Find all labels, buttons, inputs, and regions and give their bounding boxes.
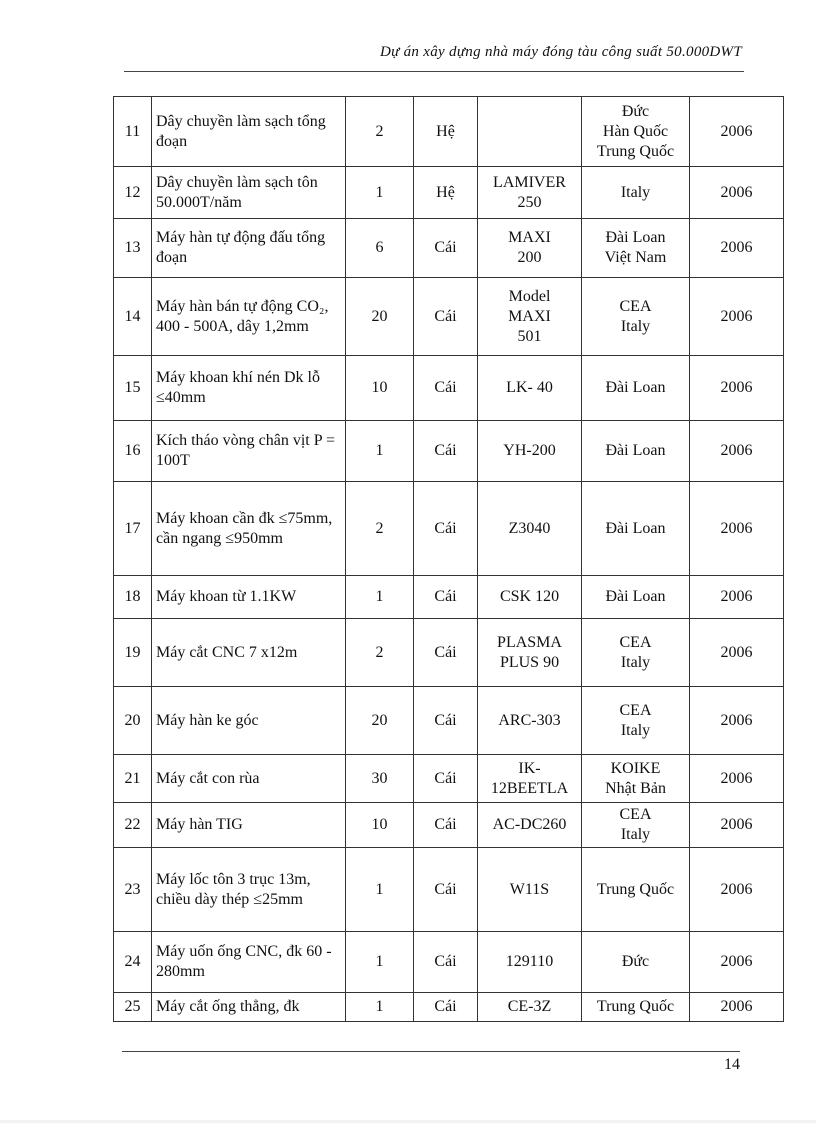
unit: Cái <box>414 356 478 421</box>
equipment-name: Máy hàn tự động đấu tổng đoạn <box>152 219 346 278</box>
model: LAMIVER 250 <box>478 167 582 219</box>
model: AC-DC260 <box>478 803 582 848</box>
equipment-name: Máy cắt ống thẳng, đk <box>152 993 346 1022</box>
equipment-name: Máy uốn ống CNC, đk 60 - 280mm <box>152 932 346 993</box>
unit: Hệ <box>414 97 478 167</box>
origin: Trung Quốc <box>582 848 690 932</box>
equipment-name: Máy khoan cần đk ≤75mm, cần ngang ≤950mm <box>152 482 346 576</box>
origin: Đài Loan <box>582 482 690 576</box>
unit: Cái <box>414 848 478 932</box>
origin: CEA Italy <box>582 687 690 755</box>
unit: Cái <box>414 687 478 755</box>
table-row <box>114 619 784 687</box>
table-row <box>114 97 784 167</box>
year: 2006 <box>690 219 784 278</box>
quantity: 1 <box>346 993 414 1022</box>
quantity: 1 <box>346 167 414 219</box>
quantity: 1 <box>346 576 414 619</box>
year: 2006 <box>690 687 784 755</box>
row-number: 13 <box>114 219 152 278</box>
unit: Cái <box>414 219 478 278</box>
unit: Cái <box>414 932 478 993</box>
row-number: 24 <box>114 932 152 993</box>
model: CSK 120 <box>478 576 582 619</box>
unit: Cái <box>414 278 478 356</box>
origin: Đài Loan <box>582 421 690 482</box>
table-row <box>114 356 784 421</box>
table-row <box>114 278 784 356</box>
row-number: 23 <box>114 848 152 932</box>
model <box>478 97 582 167</box>
origin: Trung Quốc <box>582 993 690 1022</box>
year: 2006 <box>690 993 784 1022</box>
row-number: 15 <box>114 356 152 421</box>
table-row <box>114 803 784 848</box>
quantity: 30 <box>346 755 414 803</box>
row-number: 16 <box>114 421 152 482</box>
row-number: 25 <box>114 993 152 1022</box>
footer-divider <box>122 1051 740 1052</box>
origin: Italy <box>582 167 690 219</box>
unit: Cái <box>414 993 478 1022</box>
year: 2006 <box>690 421 784 482</box>
model: MAXI 200 <box>478 219 582 278</box>
quantity: 20 <box>346 687 414 755</box>
model: W11S <box>478 848 582 932</box>
table-row <box>114 755 784 803</box>
table-row <box>114 687 784 755</box>
quantity: 1 <box>346 421 414 482</box>
equipment-name: Máy hàn bán tự động CO₂, 400 - 500A, dây 1,2mm <box>152 278 346 356</box>
header-divider <box>124 71 744 72</box>
unit: Hệ <box>414 167 478 219</box>
quantity: 20 <box>346 278 414 356</box>
year: 2006 <box>690 356 784 421</box>
quantity: 1 <box>346 932 414 993</box>
year: 2006 <box>690 619 784 687</box>
year: 2006 <box>690 932 784 993</box>
table-row <box>114 219 784 278</box>
table-row <box>114 932 784 993</box>
origin: Đài Loan <box>582 356 690 421</box>
origin: CEA Italy <box>582 619 690 687</box>
table-row <box>114 848 784 932</box>
year: 2006 <box>690 482 784 576</box>
row-number: 22 <box>114 803 152 848</box>
quantity: 2 <box>346 619 414 687</box>
year: 2006 <box>690 97 784 167</box>
year: 2006 <box>690 167 784 219</box>
equipment-name: Máy cắt CNC 7 x12m <box>152 619 346 687</box>
year: 2006 <box>690 576 784 619</box>
equipment-name: Máy khoan từ 1.1KW <box>152 576 346 619</box>
equipment-name: Kích tháo vòng chân vịt P = 100T <box>152 421 346 482</box>
model: YH-200 <box>478 421 582 482</box>
unit: Cái <box>414 482 478 576</box>
document-header-title: Dự án xây dựng nhà máy đóng tàu công suất 50.000DWT <box>379 44 742 60</box>
row-number: 11 <box>114 97 152 167</box>
model: Z3040 <box>478 482 582 576</box>
model: CE-3Z <box>478 993 582 1022</box>
row-number: 21 <box>114 755 152 803</box>
row-number: 19 <box>114 619 152 687</box>
model: IK- 12BEETLA <box>478 755 582 803</box>
equipment-name: Dây chuyền làm sạch tổng đoạn <box>152 97 346 167</box>
table-row <box>114 421 784 482</box>
quantity: 2 <box>346 97 414 167</box>
quantity: 2 <box>346 482 414 576</box>
origin: CEA Italy <box>582 803 690 848</box>
year: 2006 <box>690 803 784 848</box>
origin: Đức <box>582 932 690 993</box>
equipment-table <box>113 96 784 1022</box>
year: 2006 <box>690 755 784 803</box>
origin: CEA Italy <box>582 278 690 356</box>
table-row <box>114 993 784 1022</box>
equipment-name: Máy khoan khí nén Dk lỗ ≤40mm <box>152 356 346 421</box>
row-number: 18 <box>114 576 152 619</box>
quantity: 10 <box>346 356 414 421</box>
table-row <box>114 576 784 619</box>
origin: Đài Loan Việt Nam <box>582 219 690 278</box>
unit: Cái <box>414 755 478 803</box>
table-row <box>114 482 784 576</box>
unit: Cái <box>414 576 478 619</box>
row-number: 14 <box>114 278 152 356</box>
model: PLASMA PLUS 90 <box>478 619 582 687</box>
equipment-name: Máy lốc tôn 3 trục 13m, chiều dày thép ≤25mm <box>152 848 346 932</box>
row-number: 20 <box>114 687 152 755</box>
unit: Cái <box>414 421 478 482</box>
equipment-name: Dây chuyền làm sạch tôn 50.000T/năm <box>152 167 346 219</box>
origin: Đài Loan <box>582 576 690 619</box>
table-row <box>114 167 784 219</box>
row-number: 12 <box>114 167 152 219</box>
model: LK- 40 <box>478 356 582 421</box>
unit: Cái <box>414 619 478 687</box>
origin: KOIKE Nhật Bản <box>582 755 690 803</box>
model: 129110 <box>478 932 582 993</box>
model: ARC-303 <box>478 687 582 755</box>
quantity: 6 <box>346 219 414 278</box>
quantity: 10 <box>346 803 414 848</box>
row-number: 17 <box>114 482 152 576</box>
page-number: 14 <box>724 1056 740 1073</box>
year: 2006 <box>690 278 784 356</box>
model: Model MAXI 501 <box>478 278 582 356</box>
equipment-name: Máy cắt con rùa <box>152 755 346 803</box>
equipment-name: Máy hàn ke góc <box>152 687 346 755</box>
year: 2006 <box>690 848 784 932</box>
unit: Cái <box>414 803 478 848</box>
equipment-name: Máy hàn TIG <box>152 803 346 848</box>
quantity: 1 <box>346 848 414 932</box>
origin: Đức Hàn Quốc Trung Quốc <box>582 97 690 167</box>
